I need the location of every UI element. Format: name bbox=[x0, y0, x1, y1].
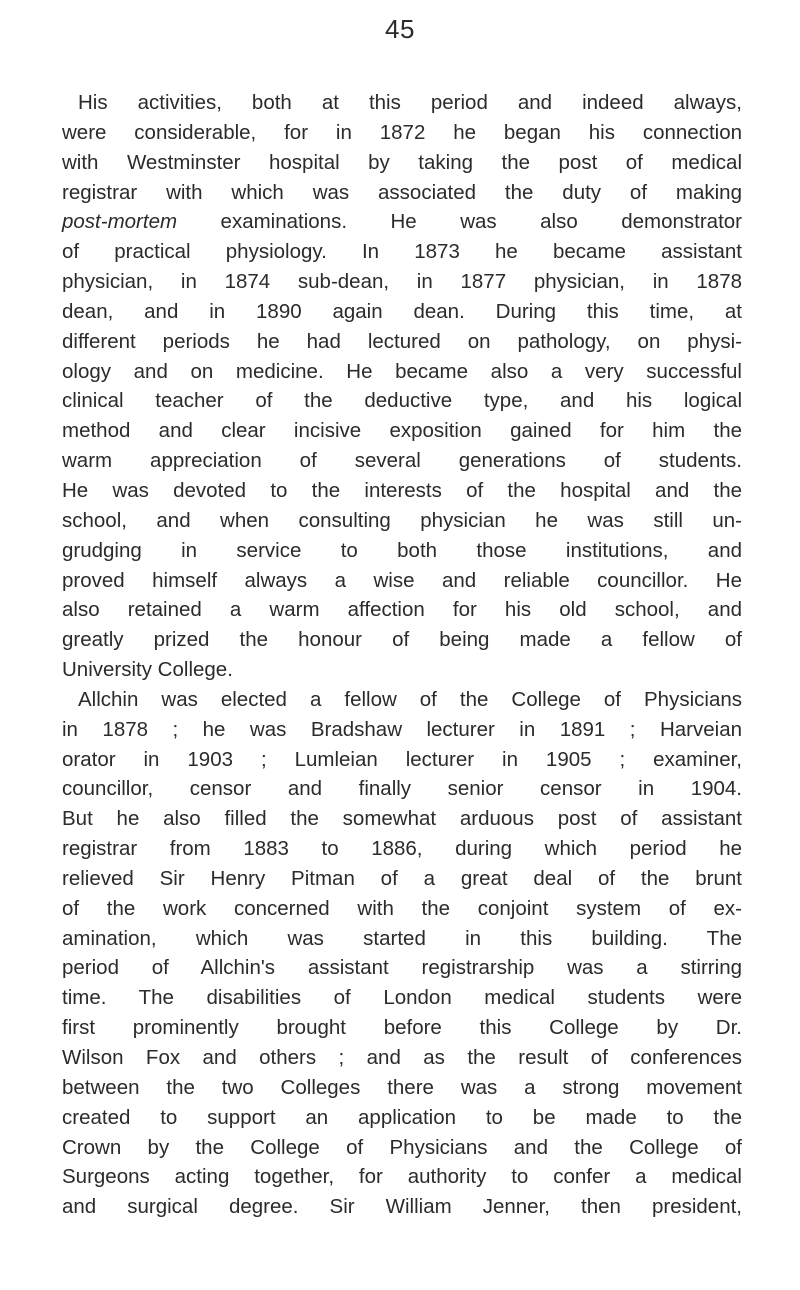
text-line-content: Wilson Fox and others ; and as the result of conferences bbox=[62, 1046, 742, 1069]
text-line-content: with Westminster hospital by taking the post of medical bbox=[62, 150, 742, 174]
text-line bbox=[62, 118, 742, 148]
text-line bbox=[62, 715, 742, 745]
text-line bbox=[62, 267, 742, 297]
text-line bbox=[62, 88, 742, 118]
text-line-content: orator in 1903 ; Lumleian lecturer in 1905 ; examiner, bbox=[62, 747, 742, 771]
text-line-content: and surgical degree. Sir William Jenner, then president, bbox=[62, 1195, 742, 1219]
text-line-content: councillor, censor and finally senior censor in 1904. bbox=[62, 777, 742, 801]
text-line-content: grudging in service to both those institutions, and bbox=[62, 538, 742, 562]
text-line-content: in 1878 ; he was Bradshaw lecturer in 1891 ; Harveian bbox=[62, 717, 742, 741]
text-line bbox=[62, 953, 742, 983]
text-line-content: created to support an application to be made to the bbox=[62, 1105, 742, 1129]
text-line bbox=[62, 178, 742, 208]
text-line bbox=[62, 834, 742, 864]
text-line-content: between the two Colleges there was a strong movement bbox=[62, 1075, 742, 1099]
text-line-content: school, and when consulting physician he was still un- bbox=[62, 508, 742, 532]
text-line-content: Surgeons acting together, for authority to confer a medical bbox=[62, 1165, 742, 1189]
text-line-content: dean, and in 1890 again dean. During this time, at bbox=[62, 299, 742, 323]
text-line bbox=[62, 1133, 742, 1163]
text-line-content: physician, in 1874 sub-dean, in 1877 physician, in 1878 bbox=[62, 270, 742, 294]
text-line bbox=[62, 297, 742, 327]
text-line-content: also retained a warm affection for his old school, and bbox=[62, 598, 742, 622]
text-line bbox=[62, 207, 742, 237]
text-line bbox=[62, 566, 742, 596]
text-line bbox=[62, 1073, 742, 1103]
text-line bbox=[62, 1043, 742, 1073]
text-line bbox=[62, 864, 742, 894]
text-line-content: warm appreciation of several generations of students. bbox=[62, 449, 742, 473]
text-line bbox=[62, 924, 742, 954]
text-line bbox=[62, 1013, 742, 1043]
text-line-content: amination, which was started in this building. The bbox=[62, 926, 742, 950]
text-line bbox=[62, 536, 742, 566]
text-line-content: registrar from 1883 to 1886, during which period he bbox=[62, 837, 742, 861]
page-number: 45 bbox=[385, 14, 415, 44]
body-text bbox=[62, 88, 742, 1222]
text-line-content: ology and on medicine. He became also a very successful bbox=[62, 359, 742, 383]
text-line bbox=[62, 595, 742, 625]
text-line bbox=[62, 416, 742, 446]
text-line bbox=[62, 357, 742, 387]
text-line bbox=[62, 745, 742, 775]
text-line bbox=[62, 625, 742, 655]
text-line-content: His activities, both at this period and indeed always, bbox=[78, 91, 742, 114]
text-line bbox=[62, 655, 742, 685]
text-line bbox=[62, 685, 742, 715]
text-line bbox=[62, 983, 742, 1013]
text-line-content: were considerable, for in 1872 he began his connection bbox=[62, 120, 742, 144]
text-line-content: proved himself always a wise and reliable councillor. He bbox=[62, 568, 742, 592]
text-line-content: time. The disabilities of London medical students were bbox=[62, 986, 742, 1010]
text-line-content: different periods he had lectured on pathology, on physi- bbox=[62, 329, 742, 353]
text-line bbox=[62, 804, 742, 834]
text-line bbox=[62, 327, 742, 357]
text-line-content: greatly prized the honour of being made a fellow of bbox=[62, 628, 742, 652]
text-line-content: Crown by the College of Physicians and the College of bbox=[62, 1135, 742, 1159]
text-line-content: University College. bbox=[62, 658, 233, 682]
text-line-content: relieved Sir Henry Pitman of a great deal of the brunt bbox=[62, 866, 742, 890]
text-line bbox=[62, 148, 742, 178]
text-line-content: Allchin was elected a fellow of the College of Physicians bbox=[78, 687, 742, 711]
text-line-content: registrar with which was associated the duty of making bbox=[62, 180, 742, 204]
text-line bbox=[62, 386, 742, 416]
text-line bbox=[62, 506, 742, 536]
text-line bbox=[62, 774, 742, 804]
text-line bbox=[62, 446, 742, 476]
text-line bbox=[62, 237, 742, 267]
text-line-content: method and clear incisive exposition gained for him the bbox=[62, 419, 742, 443]
text-line-content: examinations. He was also demonstrator bbox=[177, 210, 742, 234]
text-line bbox=[62, 476, 742, 506]
text-line bbox=[62, 1192, 742, 1222]
text-line-content: He was devoted to the interests of the hospital and the bbox=[62, 478, 742, 502]
italic-term: post-mortem bbox=[62, 210, 178, 234]
text-line-content: But he also filled the somewhat arduous post of assistant bbox=[62, 807, 742, 831]
text-line-content: first prominently brought before this College by Dr. bbox=[62, 1016, 742, 1040]
text-line-content: of the work concerned with the conjoint system of ex- bbox=[62, 896, 742, 920]
text-line-content: of practical physiology. In 1873 he became assistant bbox=[62, 240, 742, 264]
text-line-content: period of Allchin's assistant registrarship was a stirring bbox=[62, 956, 742, 980]
text-line bbox=[62, 894, 742, 924]
text-line bbox=[62, 1103, 742, 1133]
text-line-content: clinical teacher of the deductive type, and his logical bbox=[62, 389, 742, 413]
text-line bbox=[62, 1162, 742, 1192]
